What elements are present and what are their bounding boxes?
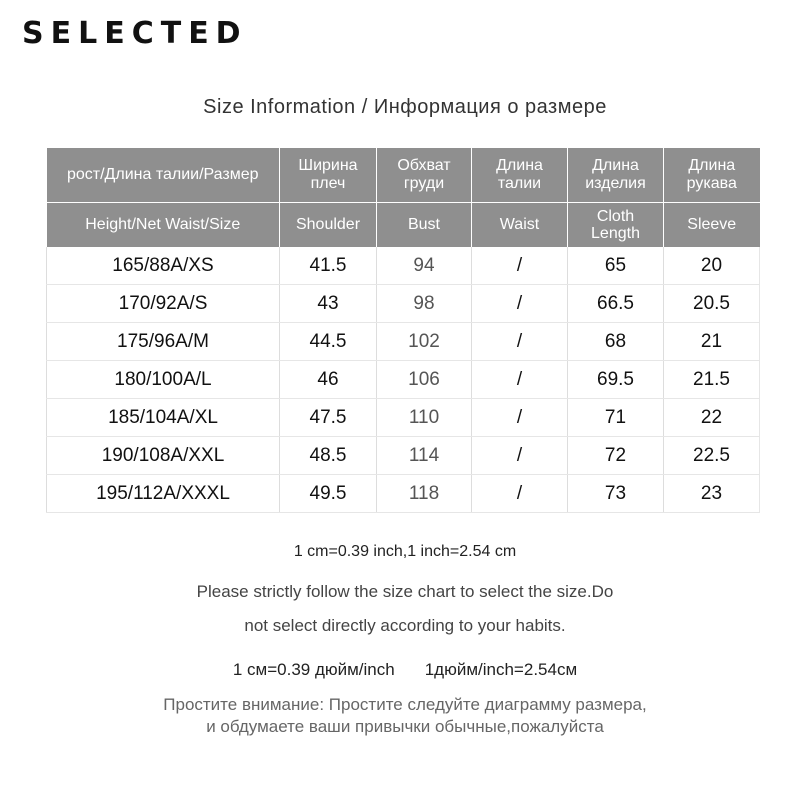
shoulder-cell: 48.5 (280, 437, 377, 475)
size-cell: 195/112A/XXXL (47, 475, 280, 513)
table-row (47, 361, 760, 399)
bust-cell: 102 (377, 323, 472, 361)
header-cell: Длина рукава (664, 148, 760, 203)
length-cell: 68 (568, 323, 664, 361)
waist-cell: / (472, 399, 568, 437)
size-cell: 175/96A/M (47, 323, 280, 361)
length-cell: 73 (568, 475, 664, 513)
waist-cell: / (472, 285, 568, 323)
shoulder-cell: 41.5 (280, 247, 377, 285)
size-cell: 170/92A/S (47, 285, 280, 323)
header-cell: Ширина плеч (280, 148, 377, 203)
sleeve-cell: 20.5 (664, 285, 760, 323)
length-cell: 65 (568, 247, 664, 285)
size-cell: 190/108A/XXL (47, 437, 280, 475)
header-cell: Обхват груди (377, 148, 472, 203)
shoulder-cell: 49.5 (280, 475, 377, 513)
header-cell: Height/Net Waist/Size (47, 203, 280, 248)
conversion-note-russian (0, 660, 800, 680)
shoulder-cell: 44.5 (280, 323, 377, 361)
length-cell: 71 (568, 399, 664, 437)
header-cell: Sleeve (664, 203, 760, 248)
waist-cell: / (472, 247, 568, 285)
size-cell: 180/100A/L (47, 361, 280, 399)
waist-cell: / (472, 437, 568, 475)
table-row (47, 437, 760, 475)
bust-cell: 106 (377, 361, 472, 399)
waist-cell: / (472, 323, 568, 361)
conversion-cm-to-inch: 1 см=0.39 дюйм/inch (232, 660, 395, 679)
shoulder-cell: 46 (280, 361, 377, 399)
shoulder-cell: 43 (280, 285, 377, 323)
advice-note-english-line-2: not select directly according to your habits. (244, 616, 566, 635)
sleeve-cell: 22.5 (664, 437, 760, 475)
table-row (47, 247, 760, 285)
advice-note-russian-line-1: Простите внимание: Простите следуйте диаграмму размера, (163, 695, 647, 714)
size-table (46, 148, 760, 513)
bust-cell: 114 (377, 437, 472, 475)
header-cell: Bust (377, 203, 472, 248)
sleeve-cell: 20 (664, 247, 760, 285)
table-row (47, 285, 760, 323)
brand-logo: SELECTED (22, 16, 248, 51)
shoulder-cell: 47.5 (280, 399, 377, 437)
advice-note-english-line-1: Please strictly follow the size chart to select the size.Do (196, 582, 614, 601)
table-body (47, 247, 760, 513)
bust-cell: 98 (377, 285, 472, 323)
advice-note-russian-line-2: и обдумаете ваши привычки обычные,пожалуйста (206, 717, 604, 736)
sleeve-cell: 21 (664, 323, 760, 361)
length-cell: 66.5 (568, 285, 664, 323)
sleeve-cell: 23 (664, 475, 760, 513)
size-cell: 185/104A/XL (47, 399, 280, 437)
header-cell: рост/Длина талии/Размер (47, 148, 280, 203)
advice-note-russian (0, 694, 800, 738)
header-cell: Waist (472, 203, 568, 248)
table-row (47, 399, 760, 437)
page-title: Size Information / Информация о размере (203, 96, 607, 118)
header-row-english (47, 203, 760, 248)
conversion-note-english: 1 cm=0.39 inch,1 inch=2.54 cm (293, 543, 517, 560)
header-cell: Длина талии (472, 148, 568, 203)
table-row (47, 323, 760, 361)
size-cell: 165/88A/XS (47, 247, 280, 285)
bust-cell: 118 (377, 475, 472, 513)
header-row-russian (47, 148, 760, 203)
waist-cell: / (472, 361, 568, 399)
header-cell: Длина изделия (568, 148, 664, 203)
length-cell: 72 (568, 437, 664, 475)
sleeve-cell: 22 (664, 399, 760, 437)
length-cell: 69.5 (568, 361, 664, 399)
sleeve-cell: 21.5 (664, 361, 760, 399)
table-row (47, 475, 760, 513)
header-cell: Cloth Length (568, 203, 664, 248)
bust-cell: 110 (377, 399, 472, 437)
header-cell: Shoulder (280, 203, 377, 248)
bust-cell: 94 (377, 247, 472, 285)
conversion-inch-to-cm: 1дюйм/inch=2.54см (424, 660, 578, 679)
waist-cell: / (472, 475, 568, 513)
